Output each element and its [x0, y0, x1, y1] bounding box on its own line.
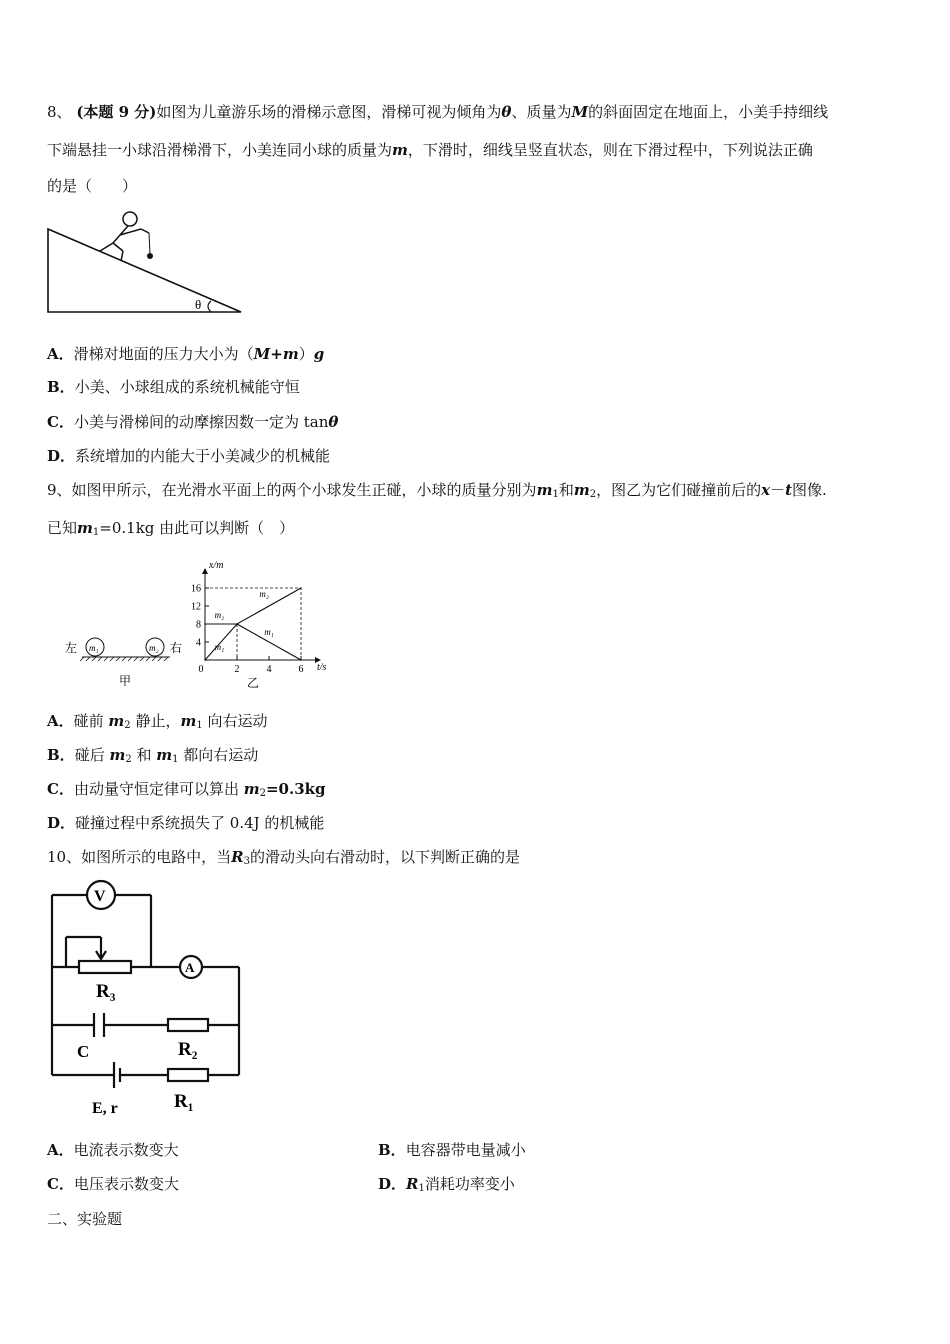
hanging-ball — [147, 253, 153, 259]
figure-jia — [60, 630, 190, 690]
q10-line1: 10、如图所示的电路中，当$R_3$的滑动头向右滑动时，以下判断正确的是 — [47, 848, 520, 867]
q8-option-a: A．滑梯对地面的压力大小为（M+m）g — [47, 345, 325, 363]
y-tick-label: 12 — [191, 601, 201, 613]
q9-option-d: D．碰撞过程中系统损失了 0.4J 的机械能 — [47, 814, 325, 832]
x-tick-label: 0 — [198, 664, 204, 675]
q9-option-b: B．碰后 $m_2$ 和 $m_1$ 都向右运动 — [47, 746, 259, 765]
x-axis-label: t/s — [317, 662, 327, 673]
x-tick-label: 6 — [298, 664, 304, 675]
q8-line2: 下端悬挂一小球沿滑梯滑下，小美连同小球的质量为m，下滑时，细线呈竖直状态，则在下滑过程中，下列说法正确 — [47, 141, 813, 159]
r2-label: R₂ — [178, 1039, 198, 1060]
data-point — [300, 659, 302, 661]
q8-line1: 8、 (本题 9 分)如图为儿童游乐场的滑梯示意图，滑梯可视为倾角为θ、质量为M的斜面固定在地面上，小美手持细线 — [47, 103, 829, 121]
data-point — [204, 659, 206, 661]
y-axis-label: x/m — [209, 560, 224, 571]
left-label: 左 — [65, 641, 78, 655]
xt-chart — [180, 560, 345, 690]
data-point — [300, 587, 302, 589]
svg-text:A: A — [185, 960, 195, 975]
q8-option-b: B．小美、小球组成的系统机械能守恒 — [47, 378, 300, 396]
caption-yi: 乙 — [247, 676, 260, 690]
q9-line1: 9、如图甲所示，在光滑水平面上的两个小球发生正碰，小球的质量分别为$m_1$和$m_2$，图乙为它们碰撞前后的x－t图像. — [47, 481, 827, 500]
caption-jia: 甲 — [119, 674, 132, 688]
q10-option-a: A．电流表示数变大 — [47, 1141, 179, 1159]
r1-label: R₁ — [174, 1091, 194, 1112]
right-label: 右 — [170, 641, 183, 655]
svg-text:m₁: m₁ — [89, 643, 99, 653]
q10-option-b: B．电容器带电量减小 — [378, 1141, 526, 1159]
y-tick-label: 8 — [196, 619, 201, 631]
theta-label: θ — [195, 297, 202, 312]
q10-option-c: C．电压表示数变大 — [47, 1175, 179, 1193]
series-label-m2: m₂ — [214, 610, 225, 621]
slide-figure — [45, 205, 245, 315]
section-heading: 二、实验题 — [47, 1210, 123, 1228]
q9-option-a: A．碰前 $m_2$ 静止，$m_1$ 向右运动 — [47, 712, 268, 731]
q9-line2: 已知$m_1=0.1kg$ 由此可以判断（ ） — [47, 519, 295, 538]
x-tick-label: 2 — [234, 664, 240, 675]
q9-option-c: C．由动量守恒定律可以算出 $m_2=0.3kg$ — [47, 780, 326, 799]
q8-option-d: D．系统增加的内能大于小美减少的机械能 — [47, 447, 331, 465]
series-label-m1: m₁ — [214, 642, 225, 653]
svg-text:V: V — [94, 888, 106, 905]
r3-label: R₃ — [96, 981, 116, 1002]
series-label-m1: m₁ — [264, 626, 274, 637]
y-axis-arrow — [202, 568, 208, 574]
y-tick-label: 4 — [196, 637, 201, 649]
q8-option-c: C．小美与滑梯间的动摩擦因数一定为 tanθ — [47, 413, 339, 431]
data-point — [236, 623, 238, 625]
data-point — [204, 623, 206, 625]
x-tick-label: 4 — [266, 664, 272, 675]
y-tick-label: 16 — [191, 583, 201, 595]
series-label-m2: m₂ — [259, 589, 270, 599]
c-label: C — [77, 1042, 90, 1061]
circuit-figure — [44, 880, 254, 1120]
svg-text:m₂: m₂ — [149, 643, 159, 653]
q10-option-d: D．$R_1$消耗功率变小 — [378, 1175, 515, 1194]
q8-line3: 的是（ ） — [47, 177, 138, 195]
source-label: E, r — [92, 1100, 118, 1117]
